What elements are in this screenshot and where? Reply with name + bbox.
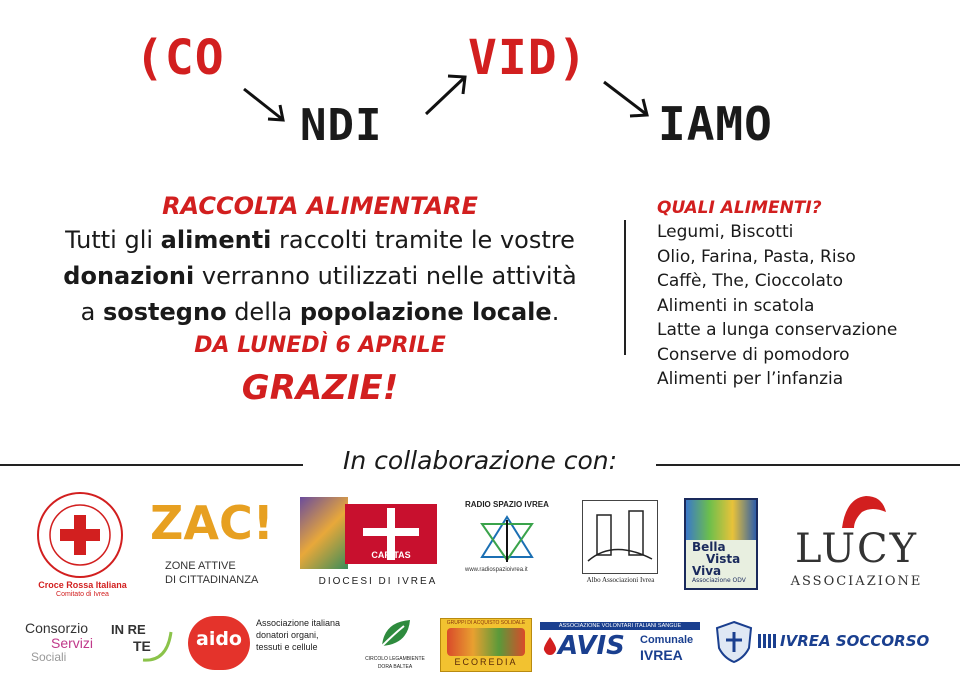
albo-frame <box>582 500 658 574</box>
consorzio-line-1: Consorzio <box>25 620 89 636</box>
food-item: Conserve di pomodoro <box>657 344 850 365</box>
foods-list <box>657 220 947 392</box>
foods-title: QUALI ALIMENTI? <box>657 198 822 218</box>
aido-desc-2: donatori organi, <box>256 630 319 640</box>
aido-desc-3: tessuti e cellule <box>256 642 318 652</box>
arrow-icon <box>600 78 654 122</box>
campaign-thanks: GRAZIE! <box>241 368 399 408</box>
ecoredia-top: GRUPPI DI ACQUISTO SOLIDALE <box>446 620 526 626</box>
cri-sub: Comitato di Ivrea <box>56 591 109 598</box>
soccorso-stripes <box>758 634 778 648</box>
avis-top: ASSOCIAZIONE VOLONTARI ITALIANI SANGUE <box>558 623 682 629</box>
castle-icon <box>583 501 657 573</box>
logo-aido <box>188 616 353 672</box>
leaf-icon <box>378 616 414 652</box>
bvv-houses <box>686 500 756 540</box>
collab-rule-right <box>656 464 960 466</box>
consorzio-line-2: Servizi <box>51 635 94 651</box>
radio-url: www.radiospazioivrea.it <box>465 567 528 573</box>
albo-name: Albo Associazioni Ivrea <box>586 576 655 584</box>
caritas-word: CARITAS <box>371 550 411 560</box>
logo-albo <box>578 500 663 585</box>
food-item: Alimenti per l’infanzia <box>657 369 844 389</box>
collab-label: In collaborazione con: <box>342 446 618 475</box>
food-item: Legumi, Biscotti <box>657 222 794 242</box>
campaign-title: RACCOLTA ALIMENTARE <box>162 192 478 220</box>
food-item: Caffè, The, Cioccolato <box>657 271 843 291</box>
campaign-line-1: Tutti gli alimenti raccolti tramite le vostre <box>65 226 575 254</box>
blood-drop-icon <box>542 636 558 656</box>
inrete-swirl-icon <box>137 622 177 666</box>
food-item: Olio, Farina, Pasta, Riso <box>657 246 856 267</box>
aido-desc-1: Associazione italiana <box>256 618 341 628</box>
cri-name: Croce Rossa Italiana <box>38 580 127 590</box>
bvv-sub: Associazione ODV <box>692 577 746 584</box>
campaign-line-3: a sostegno della popolazione locale. <box>80 298 560 326</box>
lucy-hat-icon <box>832 490 892 530</box>
headline-part-vid: VID) <box>468 30 588 86</box>
caritas-sub: DIOCESI DI IVREA <box>318 576 438 587</box>
logo-bella-vista-viva <box>684 498 758 590</box>
campaign-date: DA LUNEDÌ 6 APRILE <box>194 333 446 358</box>
vertical-divider <box>624 220 626 355</box>
logo-ecoredia <box>440 618 532 672</box>
aido-word: aido <box>196 628 242 650</box>
logo-zac <box>145 492 275 597</box>
red-cross-icon <box>35 490 125 580</box>
legambiente-line-2: DORA BALTEA <box>377 664 413 670</box>
campaign-line-2: donazioni verranno utilizzati nelle attività <box>63 262 577 290</box>
avis-ivrea: IVREA <box>640 647 683 663</box>
logo-croce-rossa <box>30 490 135 600</box>
consorzio-line-3: Sociali <box>31 650 67 664</box>
shield-icon <box>714 620 754 664</box>
logo-ivrea-soccorso <box>712 620 937 668</box>
arrow-icon <box>420 70 470 120</box>
legambiente-line-1: CIRCOLO LEGAMBIENTE <box>365 656 425 662</box>
logo-lucy <box>770 490 940 590</box>
headline-part-ndi: NDI <box>300 100 383 151</box>
inrete-line-1: IN RE <box>111 622 146 637</box>
headline-part-co: (CO <box>135 30 225 86</box>
bvv-viva: Viva <box>692 564 722 578</box>
avis-comunale: Comunale <box>640 634 694 646</box>
radio-top: RADIO SPAZIO IVREA <box>465 500 549 509</box>
zac-word: ZAC! <box>150 496 274 550</box>
logo-caritas <box>295 492 445 592</box>
bvv-bella: Bella <box>692 540 726 554</box>
inrete-line-2: TE <box>133 638 151 654</box>
lucy-name: LUCY <box>794 526 919 572</box>
food-item: Alimenti in scatola <box>657 295 815 316</box>
logo-legambiente <box>360 616 430 674</box>
ecoredia-illustration <box>447 628 525 656</box>
avis-word: AVIS <box>558 631 625 661</box>
radio-tower-icon <box>472 512 542 567</box>
logo-avis <box>540 622 700 666</box>
arrow-icon <box>240 85 290 125</box>
zac-line-2: DI CITTADINANZA <box>165 574 259 586</box>
caritas-mosaic <box>300 497 348 569</box>
bvv-vista: Vista <box>706 552 741 566</box>
ecoredia-word: ECOREDIA <box>454 657 518 667</box>
logo-consorzio-inrete <box>25 618 185 670</box>
logo-radio-spazio <box>457 500 557 580</box>
headline-part-iamo: IAMO <box>658 97 773 151</box>
soccorso-word: IVREA SOCCORSO <box>780 632 930 650</box>
food-item: Latte a lunga conservazione <box>657 320 898 340</box>
foods-block <box>657 196 947 392</box>
zac-line-1: ZONE ATTIVE <box>165 560 236 572</box>
campaign-block <box>30 190 610 410</box>
collab-rule-left <box>0 464 303 466</box>
lucy-sub: ASSOCIAZIONE <box>790 574 923 589</box>
